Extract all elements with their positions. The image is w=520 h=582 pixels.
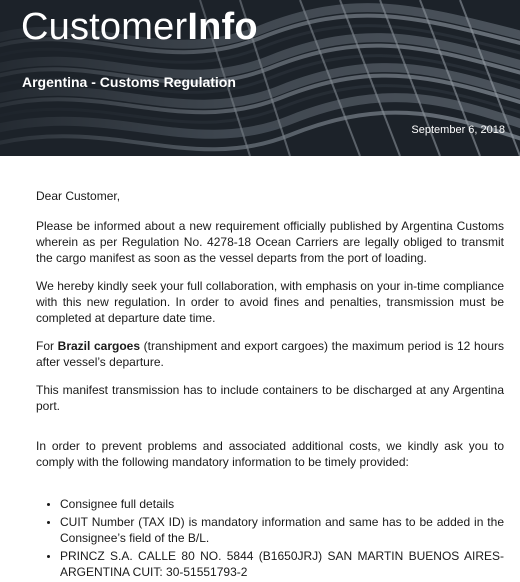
brand-part-info: Info <box>187 6 258 48</box>
paragraph-containers: This manifest transmission has to include containers to be discharged at any Argentina port. <box>36 383 504 413</box>
list-item: • Consignee full details <box>60 496 504 512</box>
paragraph-collaboration: We hereby kindly seek your full collaboration, with emphasis on your in-time compliance with this new regulation. In order to avoid fines and penalties, transmission must be completed at departure date time. <box>36 279 504 325</box>
greeting: Dear Customer, <box>36 189 121 203</box>
paragraph-brazil-cargoes <box>36 338 504 370</box>
page-subtitle: Argentina - Customs Regulation <box>22 74 236 90</box>
brazil-cargoes-bold: Brazil cargoes <box>57 339 141 353</box>
brand-logo <box>21 6 258 49</box>
paragraph-regulation: Please be informed about a new requirement officially published by Argentina Customs wherein as per Regulation No. 4278-18 Ocean Carriers are legally obliged to transmit the cargo manifest as soon as the vessel departs from the port of loading. <box>36 219 504 265</box>
brand-part-customer: Customer <box>21 6 188 48</box>
brazil-prefix: For <box>36 339 58 353</box>
list-item: • PRINCZ S.A. CALLE 80 NO. 5844 (B1650JRJ) SAN MARTIN BUENOS AIRES-ARGENTINA CUIT: 30-51551793-2 <box>60 548 504 580</box>
letter-body <box>36 188 504 582</box>
paragraph-mandatory-info: In order to prevent problems and associated additional costs, we kindly ask you to comply with the following mandatory information to be timely provided: <box>36 439 504 469</box>
mandatory-info-list <box>36 496 504 580</box>
letter-date: September 6, 2018 <box>411 124 505 136</box>
header-banner <box>0 0 520 156</box>
brazil-suffix: (transhipment and export cargoes) the maximum period is 12 hours after vessel’s departure. <box>36 339 504 369</box>
list-item: • CUIT Number (TAX ID) is mandatory information and same has to be added in the Consignee’s field of the B/L. <box>60 514 504 546</box>
